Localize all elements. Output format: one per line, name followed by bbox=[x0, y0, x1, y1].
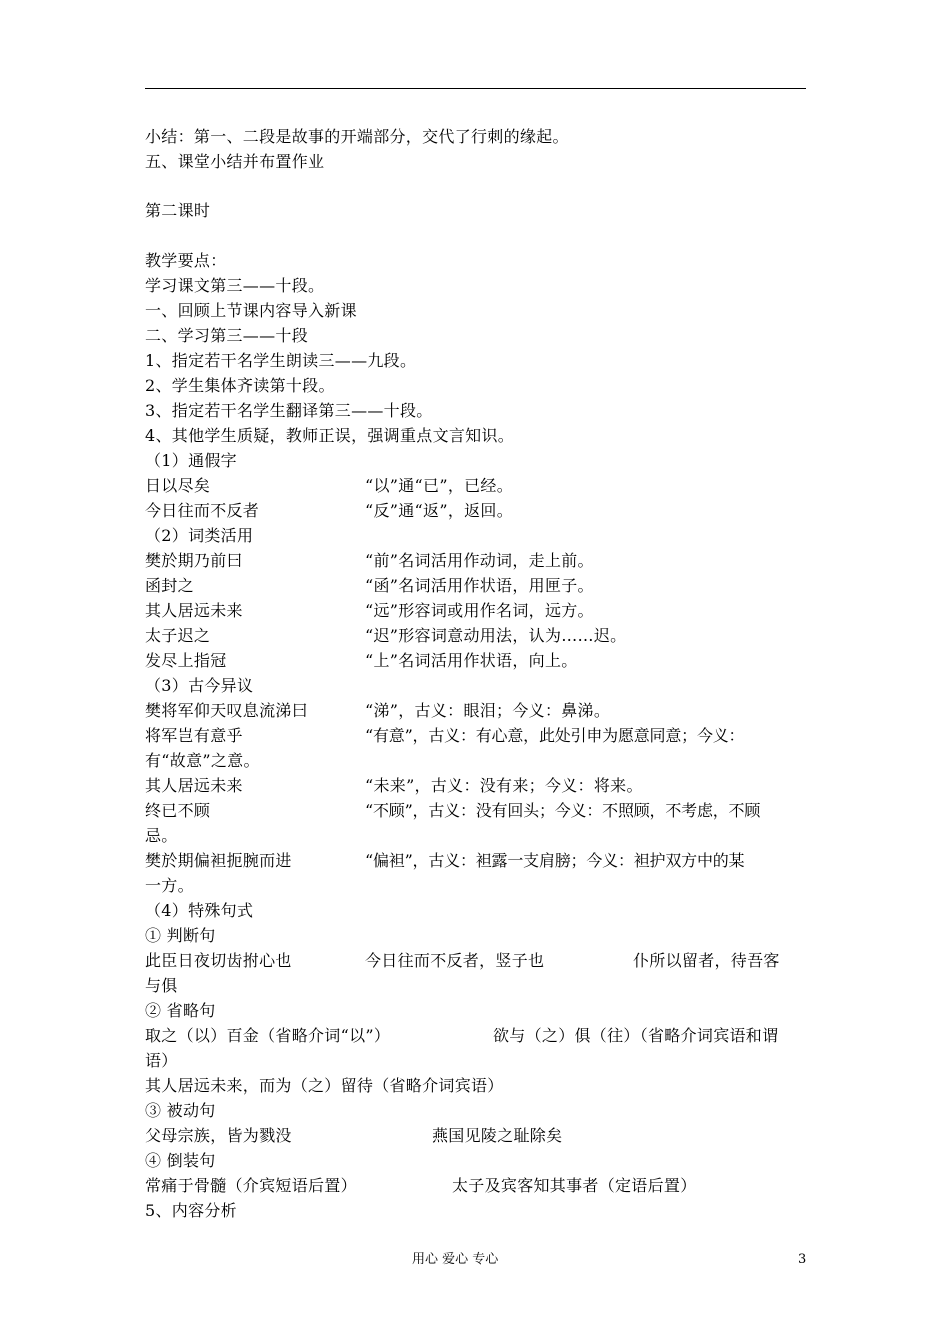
text-line: 与俱 bbox=[145, 976, 178, 995]
example-explanation: “以”通“已”，已经。 bbox=[365, 476, 514, 495]
subheading: ① 判断句 bbox=[145, 926, 216, 945]
example-phrase: 太子及宾客知其事者（定语后置） bbox=[452, 1176, 697, 1195]
text-line: 语） bbox=[145, 1051, 178, 1070]
example-phrase: 发尽上指冠 bbox=[145, 651, 227, 670]
example-explanation: “不顾”，古义：没有回头；今义：不照顾，不考虑，不顾 bbox=[365, 801, 761, 820]
example-explanation: “远”形容词或用作名词，远方。 bbox=[365, 601, 594, 620]
subheading: ② 省略句 bbox=[145, 1001, 216, 1020]
text-line: 有“故意”之意。 bbox=[145, 751, 260, 770]
text-line: 学习课文第三——十段。 bbox=[145, 276, 325, 295]
example-phrase: 此臣日夜切齿拊心也 bbox=[145, 951, 292, 970]
example-explanation: “前”名词活用作动词，走上前。 bbox=[365, 551, 594, 570]
text-line: 3、指定若干名学生翻译第三——十段。 bbox=[145, 401, 433, 420]
lesson-title: 第二课时 bbox=[145, 201, 211, 220]
section-heading: 五、课堂小结并布置作业 bbox=[145, 152, 325, 171]
example-phrase: 其人居远未来 bbox=[145, 601, 243, 620]
example-phrase: 今日往而不反者，竖子也 bbox=[365, 951, 545, 970]
example-phrase: 太子迟之 bbox=[145, 626, 211, 645]
example-explanation: “有意”，古义：有心意，此处引申为愿意同意；今义： bbox=[365, 726, 745, 745]
subheading: （3）古今异议 bbox=[145, 676, 254, 695]
example-explanation: “迟”形容词意动用法，认为……迟。 bbox=[365, 626, 627, 645]
subheading: ④ 倒装句 bbox=[145, 1151, 216, 1170]
example-explanation: “反”通“返”，返回。 bbox=[365, 501, 514, 520]
example-explanation: “未来”，古义：没有来；今义：将来。 bbox=[365, 776, 643, 795]
section-heading: 一、回顾上节课内容导入新课 bbox=[145, 301, 357, 320]
example-phrase: 取之（以）百金（省略介词“以”） bbox=[145, 1026, 391, 1045]
example-phrase: 父母宗族，皆为戮没 bbox=[145, 1126, 292, 1145]
example-phrase: 燕国见陵之耻除矣 bbox=[432, 1126, 563, 1145]
text-line: 2、学生集体齐读第十段。 bbox=[145, 376, 335, 395]
example-phrase: 将军岂有意乎 bbox=[145, 726, 243, 745]
example-phrase: 日以尽矣 bbox=[145, 476, 211, 495]
footer-motto: 用心 爱心 专心 bbox=[412, 1252, 499, 1267]
example-phrase: 常痛于骨髓（介宾短语后置） bbox=[145, 1176, 357, 1195]
text-line: 4、其他学生质疑，教师正误，强调重点文言知识。 bbox=[145, 426, 515, 445]
example-phrase: 仆所以留者，待吾客 bbox=[633, 951, 780, 970]
example-phrase: 樊於期偏袒扼腕而进 bbox=[145, 851, 292, 870]
subheading: （1）通假字 bbox=[145, 451, 237, 470]
example-explanation: “上”名词活用作状语，向上。 bbox=[365, 651, 578, 670]
subheading: （4）特殊句式 bbox=[145, 901, 254, 920]
text-line: 一方。 bbox=[145, 876, 194, 895]
example-phrase: 欲与（之）俱（往）（省略介词宾语和谓 bbox=[493, 1026, 779, 1045]
example-phrase: 其人居远未来，而为（之）留待（省略介词宾语） bbox=[145, 1076, 504, 1095]
teaching-points-label: 教学要点： bbox=[145, 251, 227, 270]
example-explanation: “偏袒”，古义：袒露一支肩膀；今义：袒护双方中的某 bbox=[365, 851, 745, 870]
example-phrase: 樊将军仰天叹息流涕曰 bbox=[145, 701, 309, 720]
example-phrase: 樊於期乃前曰 bbox=[145, 551, 243, 570]
example-phrase: 其人居远未来 bbox=[145, 776, 243, 795]
text-line: 忌。 bbox=[145, 826, 178, 845]
section-heading: 5、内容分析 bbox=[145, 1201, 237, 1220]
page-number: 3 bbox=[798, 1252, 807, 1267]
header-rule bbox=[145, 88, 806, 89]
subheading: ③ 被动句 bbox=[145, 1101, 216, 1120]
example-explanation: “涕”，古义：眼泪；今义：鼻涕。 bbox=[365, 701, 611, 720]
text-line: 1、指定若干名学生朗读三——九段。 bbox=[145, 351, 417, 370]
example-phrase: 终已不顾 bbox=[145, 801, 211, 820]
summary-line: 小结：第一、二段是故事的开端部分，交代了行刺的缘起。 bbox=[145, 127, 569, 146]
example-phrase: 函封之 bbox=[145, 576, 194, 595]
subheading: （2）词类活用 bbox=[145, 526, 254, 545]
section-heading: 二、学习第三——十段 bbox=[145, 326, 309, 345]
example-explanation: “函”名词活用作状语，用匣子。 bbox=[365, 576, 594, 595]
example-phrase: 今日往而不反者 bbox=[145, 501, 260, 520]
